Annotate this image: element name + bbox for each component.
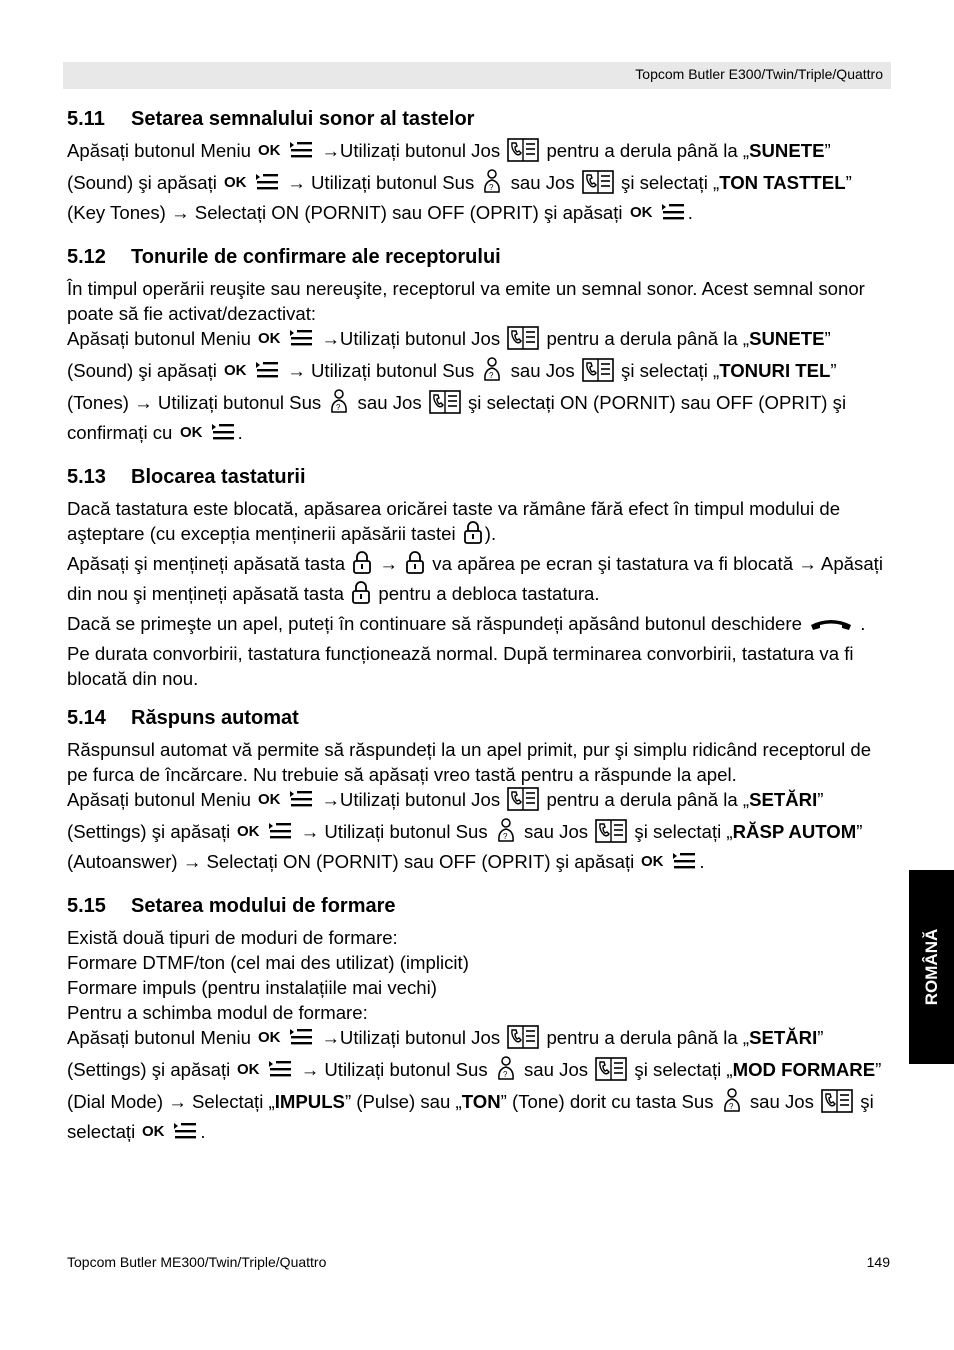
text-run: şi selectați ON (PORNIT) sau OFF (OPRIT) şi confirmați cu bbox=[67, 392, 847, 443]
header-bar bbox=[63, 62, 891, 89]
text-run: Dacă tastatura este blocată, apăsarea oricărei taste va rămâne fără efect în timpul modului de aşteptare (cu excepția menținerii apăsării tastei bbox=[67, 498, 841, 544]
text-run: ” (Sound) şi apăsați bbox=[67, 140, 831, 193]
svg-text:OK: OK bbox=[237, 1061, 260, 1078]
text-run: pentru a derula până la „ bbox=[541, 140, 750, 161]
menu-option-label: TON TASTTEL bbox=[719, 172, 846, 193]
paragraph bbox=[67, 925, 889, 950]
svg-text:OK: OK bbox=[179, 424, 203, 441]
handset-icon bbox=[809, 616, 853, 641]
section-heading bbox=[67, 244, 889, 270]
text-run: pentru a derula până la „ bbox=[541, 1027, 750, 1048]
text-run: şi selectați „ bbox=[615, 172, 720, 193]
text-run: →Utilizați butonul Jos bbox=[316, 140, 506, 161]
phonebook-down-icon bbox=[507, 787, 539, 817]
lock-icon bbox=[351, 581, 371, 611]
svg-text:?: ? bbox=[489, 371, 494, 380]
person-up-icon bbox=[481, 168, 503, 200]
text-run: Formare DTMF/ton (cel mai des utilizat) (implicit) bbox=[67, 952, 469, 973]
svg-text:?: ? bbox=[489, 183, 494, 192]
ok-menu-icon bbox=[258, 326, 314, 356]
text-run: . bbox=[687, 202, 693, 223]
text-run: ” (Tones) → Utilizați butonul Sus bbox=[67, 360, 837, 413]
ok-menu-icon bbox=[630, 200, 686, 230]
svg-text:OK: OK bbox=[237, 823, 260, 840]
ok-menu-icon bbox=[258, 787, 314, 817]
phonebook-down-icon bbox=[507, 138, 539, 168]
ok-menu-icon bbox=[641, 849, 697, 879]
paragraph bbox=[67, 787, 889, 879]
section-number: 5.12 bbox=[67, 246, 106, 268]
section-5-12 bbox=[67, 244, 889, 450]
svg-text:OK: OK bbox=[629, 204, 653, 221]
text-run: sau Jos bbox=[744, 1091, 820, 1112]
text-run: Apăsați butonul Meniu bbox=[67, 328, 257, 349]
menu-option-label: IMPULS bbox=[274, 1091, 345, 1112]
text-run: Formare impuls (pentru instalațiile mai vechi) bbox=[67, 977, 437, 998]
lock-icon bbox=[405, 551, 425, 581]
paragraph bbox=[67, 326, 889, 450]
text-run: sau Jos bbox=[518, 1059, 594, 1080]
text-run: sau Jos bbox=[505, 360, 580, 381]
text-run: ” (Key Tones) → Selectați ON (PORNIT) sau OFF (OPRIT) şi apăsați bbox=[67, 172, 852, 223]
text-run: sau Jos bbox=[352, 392, 427, 413]
section-5-15 bbox=[67, 893, 889, 1149]
section-title: Setarea semnalului sonor al tastelor bbox=[131, 108, 475, 130]
text-run: şi selectați „ bbox=[629, 821, 733, 842]
ok-menu-icon bbox=[237, 1057, 293, 1087]
phonebook-down-icon bbox=[595, 1057, 627, 1087]
ok-menu-icon bbox=[237, 819, 293, 849]
text-run: Există două tipuri de moduri de formare: bbox=[67, 927, 398, 948]
menu-option-label: TONURI TEL bbox=[719, 360, 831, 381]
text-run: pentru a derula până la „ bbox=[541, 328, 750, 349]
section-heading bbox=[67, 705, 889, 731]
section-number: 5.15 bbox=[67, 895, 106, 917]
section-title: Tonurile de confirmare ale receptorului bbox=[131, 246, 501, 268]
paragraph bbox=[67, 1025, 889, 1149]
language-tab bbox=[909, 870, 954, 1064]
svg-text:OK: OK bbox=[224, 362, 247, 379]
paragraph bbox=[67, 496, 889, 551]
text-run: Răspunsul automat vă permite să răspundeți la un apel primit, pur şi simplu ridicând receptorul de pe furca de încărcare. Nu trebuie să apăsați vreo tastă pentru a răspunde la apel. bbox=[67, 739, 872, 785]
text-run: ” (Pulse) sau „ bbox=[344, 1091, 462, 1112]
section-heading bbox=[67, 893, 889, 919]
section-title: Răspuns automat bbox=[131, 707, 299, 729]
text-run: → bbox=[374, 553, 404, 574]
section-number: 5.13 bbox=[67, 466, 106, 488]
text-run: ” (Autoanswer) → Selectați ON (PORNIT) sau OFF (OPRIT) şi apăsați bbox=[67, 821, 863, 872]
svg-text:OK: OK bbox=[641, 853, 664, 870]
person-up-icon bbox=[481, 356, 503, 388]
text-run: ” (Tone) dorit cu tasta Sus bbox=[500, 1091, 719, 1112]
text-run: . bbox=[237, 422, 243, 443]
phonebook-down-icon bbox=[582, 170, 614, 200]
menu-option-label: MOD FORMARE bbox=[732, 1059, 876, 1080]
section-number: 5.11 bbox=[67, 108, 105, 130]
menu-option-label: SETĂRI bbox=[749, 1027, 818, 1048]
text-run: Pentru a schimba modul de formare: bbox=[67, 1002, 368, 1023]
page-number: 149 bbox=[866, 1254, 890, 1270]
text-run: . bbox=[699, 851, 705, 872]
svg-text:OK: OK bbox=[258, 330, 281, 347]
phonebook-down-icon bbox=[429, 390, 461, 420]
text-run: pentru a derula până la „ bbox=[541, 789, 750, 810]
text-run: În timpul operării reuşite sau nereuşite, receptorul va emite un semnal sonor. Acest semnal sonor poate să fie activat/dezactivat: bbox=[67, 278, 865, 324]
lock-icon bbox=[352, 551, 372, 581]
text-run: Apăsați butonul Meniu bbox=[67, 1027, 257, 1048]
text-run: . bbox=[200, 1121, 206, 1142]
text-run: . Pe durata convorbirii, tastatura funcționează normal. După terminarea convorbirii, tastatura va fi blocată din nou. bbox=[67, 613, 866, 689]
ok-menu-icon bbox=[142, 1119, 198, 1149]
section-5-14 bbox=[67, 705, 889, 879]
svg-text:OK: OK bbox=[258, 791, 281, 808]
svg-text:OK: OK bbox=[258, 1029, 281, 1046]
svg-text:?: ? bbox=[336, 403, 341, 412]
header-title: Topcom Butler E300/Twin/Triple/Quattro bbox=[635, 66, 883, 82]
text-run: şi selectați „ bbox=[615, 360, 720, 381]
phonebook-down-icon bbox=[821, 1089, 853, 1119]
paragraph bbox=[67, 975, 889, 1000]
svg-text:OK: OK bbox=[142, 1123, 165, 1140]
ok-menu-icon bbox=[224, 358, 280, 388]
svg-text:?: ? bbox=[502, 1070, 508, 1079]
text-run: → Utilizați butonul Sus bbox=[282, 172, 480, 193]
ok-menu-icon bbox=[258, 138, 314, 168]
text-run: şi selectați bbox=[67, 1091, 874, 1142]
menu-option-label: SUNETE bbox=[749, 328, 825, 349]
svg-text:?: ? bbox=[502, 832, 508, 841]
text-run: va apărea pe ecran şi tastatura va fi blocată → Apăsați din nou şi mențineți apăsată tasta bbox=[67, 553, 883, 604]
svg-text:?: ? bbox=[728, 1102, 734, 1111]
text-run: →Utilizați butonul Jos bbox=[316, 1027, 506, 1048]
menu-option-label: SUNETE bbox=[749, 140, 825, 161]
section-title: Blocarea tastaturii bbox=[131, 466, 306, 488]
manual-content bbox=[67, 106, 889, 1163]
person-up-icon bbox=[495, 1055, 517, 1087]
menu-option-label: TON bbox=[461, 1091, 501, 1112]
paragraph bbox=[67, 551, 889, 611]
paragraph bbox=[67, 276, 889, 326]
text-run: →Utilizați butonul Jos bbox=[316, 789, 506, 810]
paragraph bbox=[67, 138, 889, 230]
paragraph bbox=[67, 737, 889, 787]
paragraph bbox=[67, 950, 889, 975]
ok-menu-icon bbox=[258, 1025, 314, 1055]
text-run: Dacă se primeşte un apel, puteți în continuare să răspundeți apăsând butonul deschidere bbox=[67, 613, 808, 634]
footer-product: Topcom Butler ME300/Twin/Triple/Quattro bbox=[67, 1254, 327, 1270]
text-run: ” (Sound) şi apăsați bbox=[67, 328, 831, 381]
text-run: sau Jos bbox=[518, 821, 594, 842]
svg-text:OK: OK bbox=[258, 142, 281, 159]
section-heading bbox=[67, 106, 889, 132]
section-heading bbox=[67, 464, 889, 490]
section-5-11 bbox=[67, 106, 889, 230]
section-5-13 bbox=[67, 464, 889, 691]
person-up-icon bbox=[495, 817, 517, 849]
section-title: Setarea modului de formare bbox=[131, 895, 396, 917]
text-run: Apăsați şi mențineți apăsată tasta bbox=[67, 553, 351, 574]
person-up-icon bbox=[721, 1087, 743, 1119]
text-run: ” (Dial Mode) → Selectați „ bbox=[67, 1059, 882, 1112]
text-run: ” (Settings) şi apăsați bbox=[67, 789, 824, 842]
section-number: 5.14 bbox=[67, 707, 106, 729]
paragraph bbox=[67, 1000, 889, 1025]
text-run: → Utilizați butonul Sus bbox=[282, 360, 480, 381]
person-up-icon bbox=[328, 388, 350, 420]
text-run: → Utilizați butonul Sus bbox=[295, 821, 493, 842]
text-run: ” (Settings) şi apăsați bbox=[67, 1027, 824, 1080]
ok-menu-icon bbox=[180, 420, 236, 450]
text-run: şi selectați „ bbox=[629, 1059, 733, 1080]
menu-option-label: SETĂRI bbox=[749, 789, 818, 810]
paragraph bbox=[67, 611, 889, 691]
text-run: pentru a debloca tastatura. bbox=[373, 583, 600, 604]
phonebook-down-icon bbox=[595, 819, 627, 849]
text-run: ). bbox=[484, 523, 497, 544]
text-run: sau Jos bbox=[505, 172, 580, 193]
menu-option-label: RĂSP AUTOM bbox=[732, 821, 857, 842]
text-run: →Utilizați butonul Jos bbox=[316, 328, 506, 349]
ok-menu-icon bbox=[224, 170, 280, 200]
phonebook-down-icon bbox=[582, 358, 614, 388]
text-run: Apăsați butonul Meniu bbox=[67, 140, 257, 161]
language-tab-label: ROMÂNĂ bbox=[921, 928, 941, 1006]
text-run: Apăsați butonul Meniu bbox=[67, 789, 257, 810]
lock-icon bbox=[463, 521, 483, 551]
phonebook-down-icon bbox=[507, 326, 539, 356]
svg-text:OK: OK bbox=[224, 174, 247, 191]
text-run: → Utilizați butonul Sus bbox=[295, 1059, 493, 1080]
phonebook-down-icon bbox=[507, 1025, 539, 1055]
